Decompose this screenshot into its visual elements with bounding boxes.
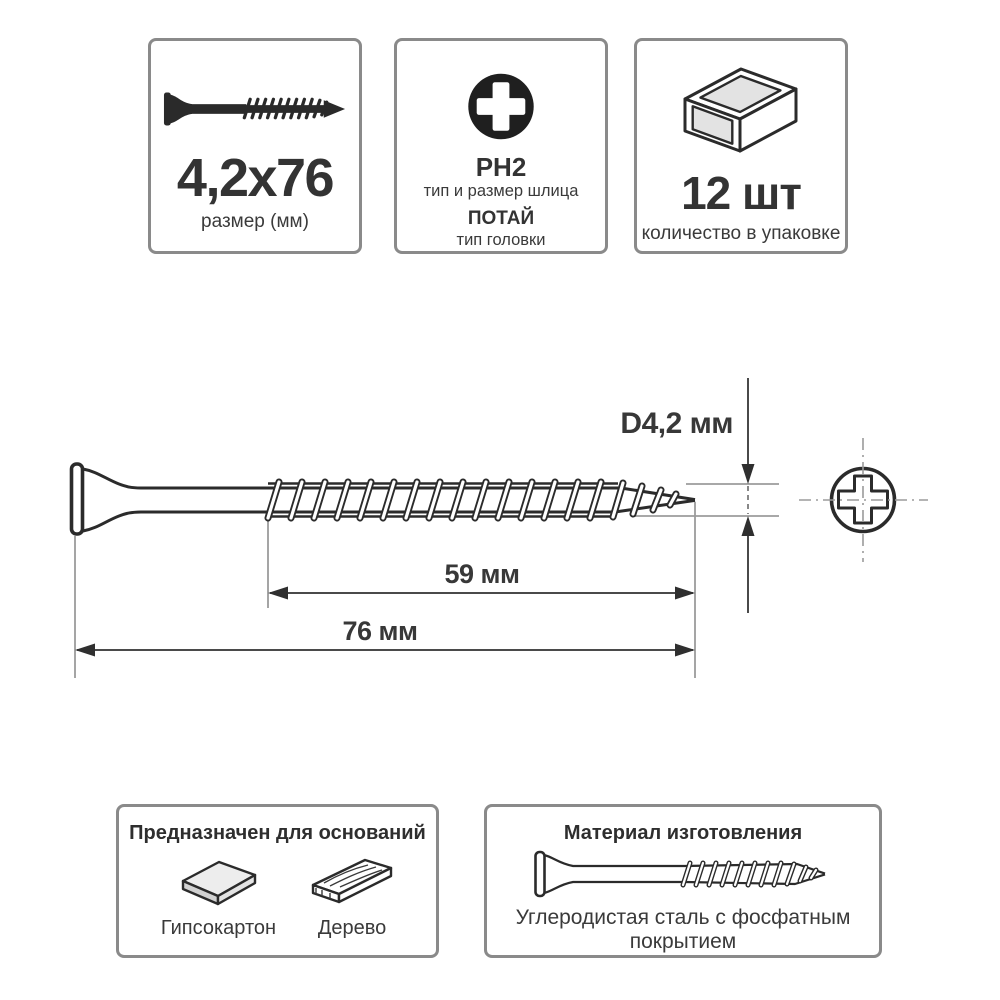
bases-title: Предназначен для оснований [129,822,426,844]
screw-side-view [72,464,696,534]
material-title: Материал изготовления [563,822,803,844]
drive-label: тип и размер шлица [423,181,579,200]
screw-head-front-view [799,438,928,562]
wood-icon [310,854,394,908]
bases-card [116,804,439,958]
thread-length-label: 59 мм [444,559,520,589]
base-item-drywall [161,854,276,940]
base-label-wood: Дерево [317,917,387,939]
head-type-value: ПОТАЙ [467,208,535,230]
total-length-label: 76 мм [342,616,418,646]
dimension-total-length [75,616,695,657]
screw-outline-icon [533,846,833,902]
size-label: размер (мм) [201,211,309,232]
base-label-drywall: Гипсокартон [160,917,277,939]
drywall-icon [180,854,258,908]
material-description: Углеродистая сталь с фосфатным покрытием [515,906,851,953]
bases-items [161,854,394,940]
dimension-thread-length [268,559,695,600]
diameter-label: D4,2 мм [620,407,733,440]
material-card [484,804,882,958]
drive-value: PH2 [475,152,527,183]
head-type-label: тип головки [456,231,546,250]
quantity-label: количество в упаковке [641,223,841,244]
size-value: 4,2x76 [176,148,334,208]
base-item-wood [310,854,394,940]
quantity-value: 12 шт [681,167,801,219]
